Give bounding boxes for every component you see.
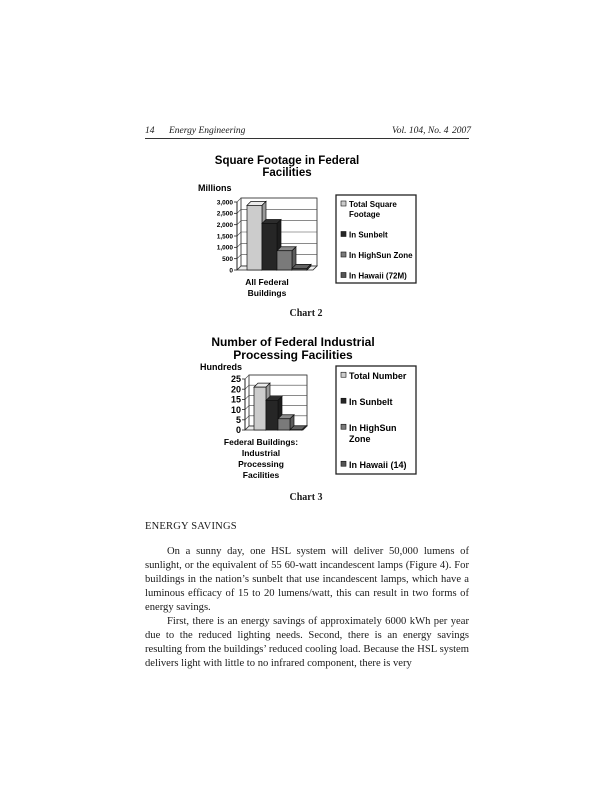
legend-swatch — [341, 273, 346, 278]
legend-item — [341, 460, 407, 470]
paragraph: On a sunny day, one HSL system will deliver 50,000 lumens of sunlight, or the equivalent of 55 60-watt incandescent lamps (Figure 4). For buildings in the nation’s sunbelt that use incandescent lamps, which have a luminous efficacy of 15 to 20 lumens/watt, this can result in two forms of energy savings. — [145, 546, 469, 613]
x-axis-label-line: Processing — [238, 459, 284, 469]
y-tick-label: 5 — [235, 414, 241, 425]
chart-title-line: Facilities — [262, 167, 312, 179]
y-tick-label: 1,500 — [216, 233, 233, 241]
x-axis-label-line: Federal Buildings: — [223, 437, 299, 447]
chart-title-line: Processing Facilities — [233, 348, 353, 362]
bar-front — [292, 268, 307, 270]
journal-volume: Vol. 104, No. 4 — [392, 126, 449, 136]
chart-title-line: Number of Federal Industrial — [211, 335, 375, 349]
legend-label: In HighSun Zone — [349, 251, 413, 260]
legend-swatch — [341, 232, 346, 237]
legend-label: In Hawaii (14) — [349, 460, 407, 470]
legend-label: Total Square — [349, 200, 397, 209]
journal-name: Energy Engineering — [169, 126, 246, 136]
legend-label: In Sunbelt — [349, 397, 393, 407]
header-rule — [145, 138, 469, 139]
journal-year: 2007 — [452, 126, 471, 136]
bar-front — [266, 400, 278, 430]
x-axis-label-line: All Federal — [245, 277, 289, 287]
bar — [292, 264, 311, 270]
y-tick-label: 3,000 — [216, 199, 233, 207]
y-axis-label: Millions — [198, 183, 232, 193]
legend-item — [341, 251, 413, 260]
bar-front — [247, 205, 262, 270]
legend-swatch — [341, 398, 346, 403]
y-tick-label: 15 — [230, 394, 241, 405]
legend-swatch — [341, 424, 346, 429]
y-tick-label: 20 — [230, 384, 241, 395]
legend-swatch — [341, 201, 346, 206]
legend-label: In Hawaii (72M) — [349, 271, 407, 281]
y-axis-label: Hundreds — [200, 362, 243, 372]
bar — [277, 247, 296, 270]
x-axis-label-line: Industrial — [241, 448, 281, 458]
chart-caption: Chart 3 — [289, 492, 323, 503]
legend-swatch — [341, 372, 346, 377]
y-tick-label: 1,000 — [216, 244, 233, 252]
chart-square-footage — [190, 150, 430, 302]
body-text — [145, 545, 469, 671]
chart-industrial-facilities — [190, 333, 430, 485]
legend-label: In HighSun — [349, 423, 397, 433]
section-heading: ENERGY SAVINGS — [145, 521, 237, 532]
legend-item — [341, 231, 388, 240]
legend-item — [341, 272, 407, 281]
bar-front — [278, 419, 290, 430]
legend-swatch — [341, 461, 346, 466]
legend-label: In Sunbelt — [349, 230, 388, 240]
legend-label: Footage — [349, 210, 381, 219]
y-tick-label: 25 — [230, 374, 241, 385]
chart-caption: Chart 2 — [289, 308, 323, 319]
legend-label: Total Number — [349, 371, 407, 381]
paragraph: First, there is an energy savings of approximately 6000 kWh per year due to the reduced lighting needs. Second, there is an energy savings resulting from the buildings’ reduced cooling load. Because the HSL system delivers light with little to no infrared component, there is very — [145, 616, 469, 669]
chart-title-line: Square Footage in Federal — [214, 155, 360, 167]
y-tick-label: 2,500 — [216, 210, 233, 218]
page-number: 14 — [145, 126, 155, 136]
y-tick-label: 0 — [229, 267, 233, 275]
legend-swatch — [341, 252, 346, 257]
bar-front — [277, 251, 292, 270]
legend-item — [341, 371, 407, 381]
x-axis-label-line: Buildings — [247, 288, 287, 298]
y-tick-label: 0 — [235, 425, 241, 436]
bar-front — [262, 224, 277, 270]
y-tick-label: 500 — [222, 255, 233, 263]
legend-label: Zone — [349, 434, 371, 444]
x-axis-label-line: Facilities — [242, 470, 280, 480]
legend-item — [341, 397, 393, 407]
y-tick-label: 2,000 — [216, 221, 233, 229]
y-tick-label: 10 — [230, 404, 241, 415]
legend-box — [336, 366, 416, 474]
bar-front — [254, 387, 266, 430]
